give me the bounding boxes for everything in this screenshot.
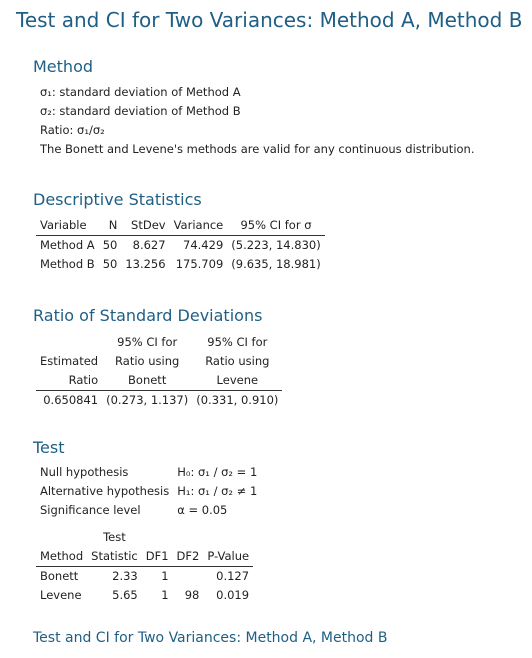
- cell: (0.273, 1.137): [106, 393, 189, 407]
- col-header: [36, 333, 102, 352]
- col-header: Bonett: [102, 371, 192, 391]
- test-table: [36, 528, 253, 605]
- hypothesis-table: [36, 463, 261, 520]
- cell: 74.429: [183, 238, 224, 252]
- col-header: 95% CI for σ: [227, 216, 324, 236]
- table-row: [36, 391, 282, 411]
- col-header: 95% CI for: [117, 335, 178, 349]
- col-header: Method: [36, 547, 87, 567]
- cell: 0.019: [216, 588, 250, 602]
- col-header: P-Value: [203, 547, 253, 567]
- cell: 0.650841: [43, 393, 99, 407]
- col-header: [173, 528, 204, 547]
- col-header: Ratio using: [205, 354, 270, 368]
- col-header: Estimated: [40, 354, 99, 368]
- col-header: Statistic: [87, 547, 142, 567]
- cell: 98: [184, 588, 200, 602]
- col-header: DF2: [173, 547, 204, 567]
- cell: 0.127: [216, 569, 250, 583]
- col-header: Ratio: [36, 371, 102, 391]
- cell: Bonett: [40, 569, 79, 583]
- col-header: [203, 528, 253, 547]
- cell: Method B: [40, 257, 95, 271]
- test-heading: Test: [33, 438, 65, 457]
- cell: 175.709: [175, 257, 224, 271]
- method-heading: Method: [33, 57, 94, 76]
- cell: Levene: [40, 588, 82, 602]
- method-line: Ratio: σ₁/σ₂: [40, 123, 105, 137]
- descriptive-table: [36, 216, 325, 274]
- method-line: σ₁: standard deviation of Method A: [40, 85, 241, 99]
- table-row: [36, 567, 253, 587]
- col-header: [36, 528, 87, 547]
- cell: [173, 567, 204, 587]
- cell: 2.33: [112, 569, 138, 583]
- table-row: [36, 501, 261, 520]
- cell: H₁: σ₁ / σ₂ ≠ 1: [177, 484, 258, 498]
- page-title: Test and CI for Two Variances: Method A, Method B: [16, 8, 523, 32]
- col-header: Ratio using: [115, 354, 180, 368]
- cell: Significance level: [40, 503, 141, 517]
- cell: α = 0.05: [177, 503, 228, 517]
- cell: H₀: σ₁ / σ₂ = 1: [177, 465, 258, 479]
- table-row: [36, 463, 261, 482]
- table-row: [36, 586, 253, 605]
- cell: 1: [161, 588, 169, 602]
- col-header: Variable: [36, 216, 99, 236]
- cell: 13.256: [125, 257, 166, 271]
- table-row: [36, 236, 325, 256]
- col-header: Levene: [192, 371, 282, 391]
- next-output-link[interactable]: Test and CI for Two Variances: Method A, Method B: [33, 630, 388, 646]
- table-row: [36, 482, 261, 501]
- col-header: DF1: [142, 547, 173, 567]
- col-header: N: [99, 216, 122, 236]
- col-header: [142, 528, 173, 547]
- ratio-heading: Ratio of Standard Deviations: [33, 306, 263, 325]
- table-row: [36, 255, 325, 274]
- cell: Null hypothesis: [40, 465, 129, 479]
- cell: (0.331, 0.910): [196, 393, 279, 407]
- descriptive-heading: Descriptive Statistics: [33, 190, 202, 209]
- method-line: σ₂: standard deviation of Method B: [40, 104, 241, 118]
- method-line: The Bonett and Levene's methods are valid for any continuous distribution.: [40, 142, 475, 156]
- col-header: Test: [103, 530, 126, 544]
- col-header: StDev: [121, 216, 169, 236]
- cell: 50: [102, 257, 118, 271]
- cell: 50: [102, 238, 118, 252]
- cell: Alternative hypothesis: [40, 484, 170, 498]
- cell: (5.223, 14.830): [231, 238, 321, 252]
- cell: 5.65: [112, 588, 138, 602]
- cell: 1: [161, 569, 169, 583]
- cell: 8.627: [132, 238, 166, 252]
- col-header: 95% CI for: [207, 335, 268, 349]
- cell: Method A: [40, 238, 95, 252]
- cell: (9.635, 18.981): [231, 257, 321, 271]
- ratio-table: [36, 333, 282, 410]
- col-header: Variance: [170, 216, 228, 236]
